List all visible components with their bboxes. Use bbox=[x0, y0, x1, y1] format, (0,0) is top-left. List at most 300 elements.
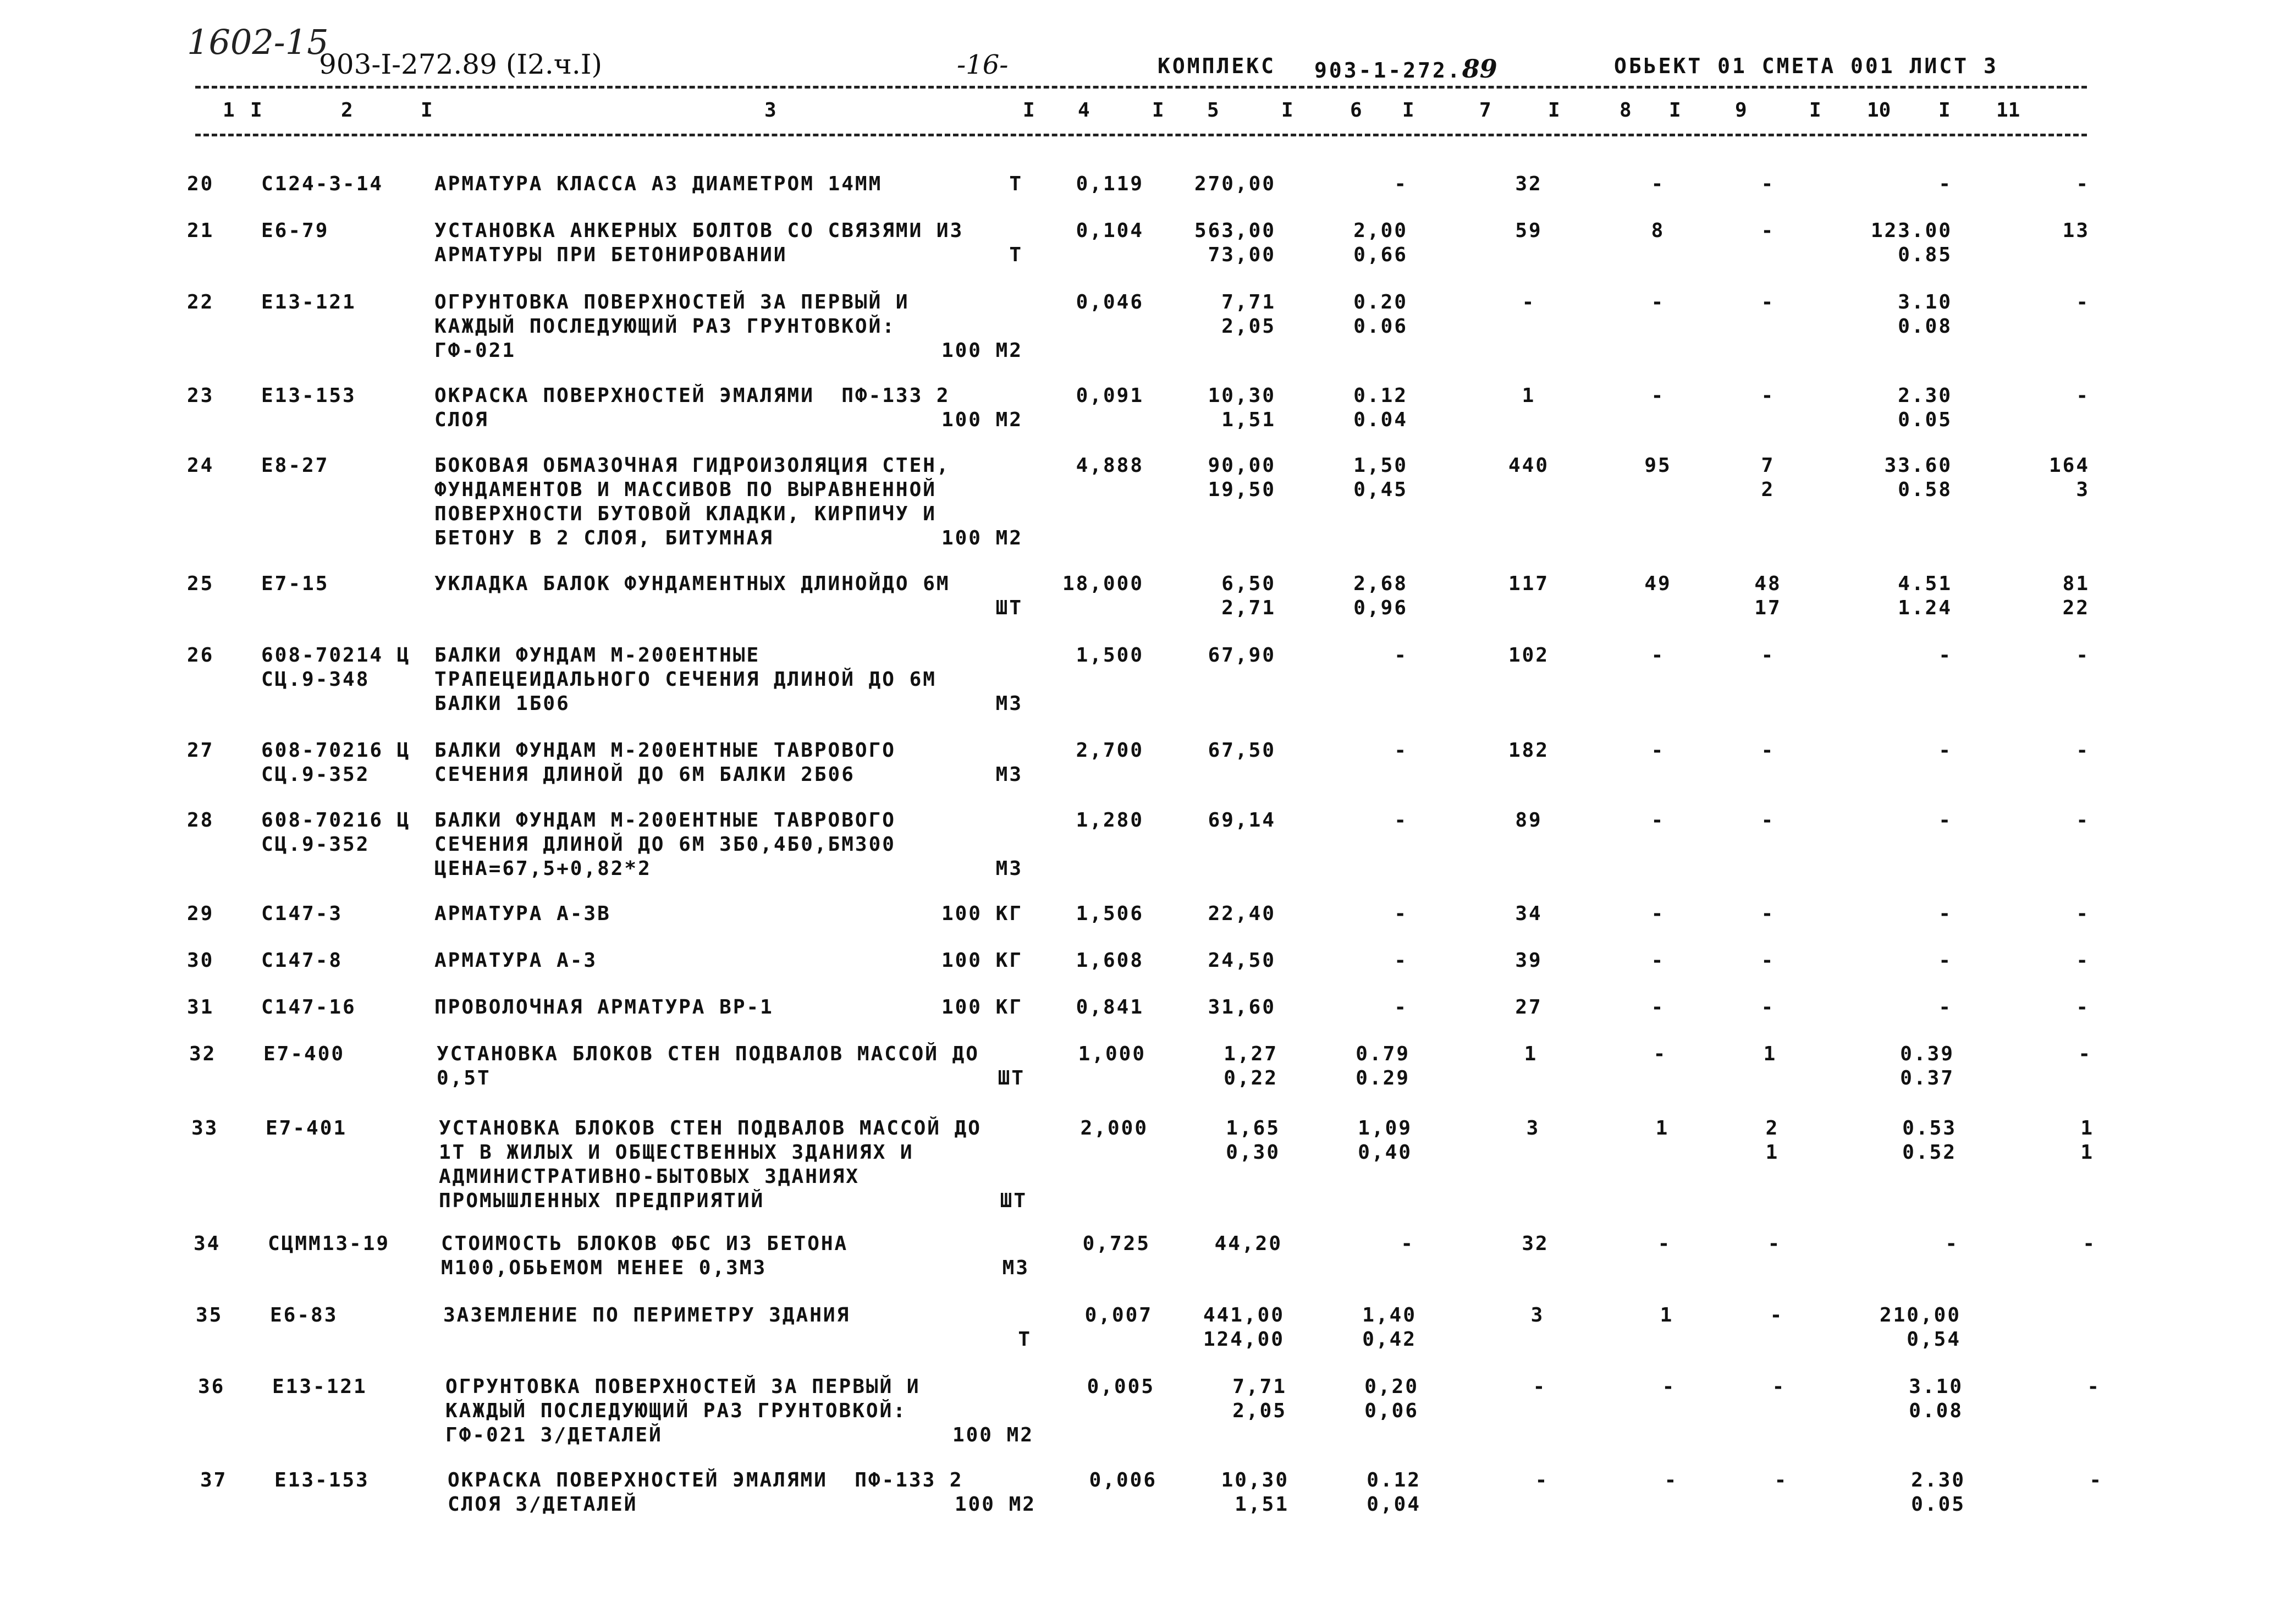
row-col6: 0.06 bbox=[1353, 315, 1408, 338]
row-price: 7,71 bbox=[1232, 1375, 1287, 1398]
column-separator: I bbox=[1938, 99, 1951, 122]
row-col7: - bbox=[1533, 1375, 1547, 1398]
row-col10: 4.51 bbox=[1898, 572, 1952, 595]
row-description: ПОВЕРХНОСТИ БУТОВОЙ КЛАДКИ, КИРПИЧУ И bbox=[434, 503, 937, 525]
column-header-7: 7 bbox=[1479, 99, 1491, 122]
row-unit: Т bbox=[1009, 244, 1023, 266]
row-price: 73,00 bbox=[1208, 244, 1276, 266]
row-col10: 0.85 bbox=[1898, 244, 1952, 266]
row-col9: - bbox=[1774, 1469, 1788, 1491]
row-col7: 89 bbox=[1515, 809, 1543, 832]
row-col9: - bbox=[1761, 384, 1775, 407]
row-col11: 13 bbox=[2062, 219, 2090, 242]
row-code: С147-3 bbox=[261, 902, 343, 925]
row-col11: 22 bbox=[2062, 597, 2090, 619]
row-col10: 0.05 bbox=[1911, 1493, 1965, 1516]
row-col9: 1 bbox=[1765, 1141, 1780, 1164]
row-description: БОКОВАЯ ОБМАЗОЧНАЯ ГИДРОИЗОЛЯЦИЯ СТЕН, bbox=[434, 454, 950, 477]
row-col8: - bbox=[1651, 644, 1665, 667]
row-col8: - bbox=[1651, 809, 1665, 832]
complex-label: КОМПЛЕКС bbox=[1158, 54, 1276, 78]
row-col6: - bbox=[1394, 644, 1408, 667]
table-row bbox=[0, 572, 2286, 619]
row-quantity: 0,119 bbox=[1076, 173, 1144, 195]
row-quantity: 0,725 bbox=[1082, 1232, 1150, 1255]
row-price: 0,30 bbox=[1226, 1141, 1280, 1164]
row-col6: 0.12 bbox=[1367, 1469, 1421, 1491]
row-price: 2,05 bbox=[1232, 1400, 1287, 1422]
row-col6: 0,06 bbox=[1364, 1400, 1419, 1422]
row-col6: 0,45 bbox=[1353, 478, 1408, 501]
row-col6: - bbox=[1394, 996, 1408, 1019]
row-col10: 2.30 bbox=[1898, 384, 1952, 407]
row-code: СЦ.9-352 bbox=[261, 763, 370, 786]
row-description: ОКРАСКА ПОВЕРХНОСТЕЙ ЭМАЛЯМИ ПФ-133 2 bbox=[434, 384, 950, 407]
row-col10: 0.08 bbox=[1909, 1400, 1963, 1422]
row-description: 0,5Т bbox=[437, 1067, 491, 1089]
row-col7: 3 bbox=[1530, 1304, 1545, 1326]
row-quantity: 0,104 bbox=[1076, 219, 1144, 242]
table-row bbox=[0, 1116, 2286, 1212]
header-rule-bottom bbox=[195, 134, 2087, 136]
row-col6: 0.04 bbox=[1353, 409, 1408, 431]
row-code: 608-70216 Ц bbox=[261, 809, 411, 832]
row-description: ФУНДАМЕНТОВ И МАССИВОВ ПО ВЫРАВНЕННОЙ bbox=[434, 478, 937, 501]
row-unit: 100 КГ bbox=[941, 949, 1023, 972]
row-description: ГФ-021 bbox=[434, 339, 516, 362]
row-col8: - bbox=[1651, 173, 1665, 195]
row-col9: - bbox=[1761, 949, 1775, 972]
row-col11: - bbox=[2076, 996, 2090, 1019]
row-price: 6,50 bbox=[1221, 572, 1276, 595]
row-col10: 3.10 bbox=[1909, 1375, 1963, 1398]
row-quantity: 0,046 bbox=[1076, 291, 1144, 313]
row-col11: - bbox=[2076, 173, 2090, 195]
page-number: -16- bbox=[957, 49, 1009, 80]
row-unit: ШТ bbox=[995, 597, 1023, 619]
row-price: 67,50 bbox=[1208, 739, 1276, 762]
row-unit: Т bbox=[1018, 1328, 1032, 1351]
row-code: 608-70216 Ц bbox=[261, 739, 411, 762]
row-col8: - bbox=[1657, 1232, 1672, 1255]
complex-code bbox=[1314, 54, 1497, 84]
column-header-6: 6 bbox=[1350, 99, 1362, 122]
column-header-1: 1 bbox=[223, 99, 235, 122]
row-col10: - bbox=[1938, 644, 1952, 667]
row-description: М100,ОБЬЕМОМ МЕНЕЕ 0,3М3 bbox=[441, 1257, 767, 1279]
row-quantity: 0,005 bbox=[1087, 1375, 1155, 1398]
row-col11: - bbox=[2076, 384, 2090, 407]
row-number: 29 bbox=[187, 902, 214, 925]
row-quantity: 4,888 bbox=[1076, 454, 1144, 477]
column-separator: I bbox=[421, 99, 433, 122]
row-col10: 2.30 bbox=[1911, 1469, 1965, 1491]
row-number: 25 bbox=[187, 572, 214, 595]
row-quantity: 1,280 bbox=[1076, 809, 1144, 832]
row-col7: 1 bbox=[1522, 384, 1536, 407]
row-col7: 440 bbox=[1508, 454, 1550, 477]
row-col10: - bbox=[1938, 809, 1952, 832]
row-col9: - bbox=[1761, 644, 1775, 667]
row-code: Е8-27 bbox=[261, 454, 329, 477]
column-separator: I bbox=[250, 99, 262, 122]
column-separator: I bbox=[1669, 99, 1681, 122]
row-price: 90,00 bbox=[1208, 454, 1276, 477]
row-col10: 0.37 bbox=[1900, 1067, 1954, 1089]
row-col6: 2,68 bbox=[1353, 572, 1408, 595]
row-col11: 164 bbox=[2048, 454, 2090, 477]
row-col6: 0,96 bbox=[1353, 597, 1408, 619]
row-unit: М3 bbox=[995, 857, 1023, 880]
row-price: 2,05 bbox=[1221, 315, 1276, 338]
row-description: УСТАНОВКА БЛОКОВ СТЕН ПОДВАЛОВ МАССОЙ ДО bbox=[439, 1117, 982, 1139]
row-number: 31 bbox=[187, 996, 214, 1019]
document-code: 903-I-272.89 (I2.ч.I) bbox=[319, 48, 602, 80]
row-price: 0,22 bbox=[1224, 1067, 1278, 1089]
row-quantity: 0,091 bbox=[1076, 384, 1144, 407]
row-unit: 100 М2 bbox=[941, 339, 1023, 362]
row-unit: ШТ bbox=[1000, 1190, 1027, 1212]
row-quantity: 1,500 bbox=[1076, 644, 1144, 667]
row-unit: 100 М2 bbox=[941, 527, 1023, 549]
row-description: АРМАТУРА А-3В bbox=[434, 902, 611, 925]
row-col8: - bbox=[1664, 1469, 1678, 1491]
row-price: 44,20 bbox=[1214, 1232, 1282, 1255]
column-header-10: 10 bbox=[1867, 99, 1891, 122]
row-col8: - bbox=[1651, 902, 1665, 925]
row-col9: 2 bbox=[1761, 478, 1775, 501]
row-number: 36 bbox=[198, 1375, 225, 1398]
row-col9: - bbox=[1761, 996, 1775, 1019]
row-col10: 33.60 bbox=[1884, 454, 1952, 477]
row-description: АРМАТУРА А-3 bbox=[434, 949, 598, 972]
row-code: СЦММ13-19 bbox=[268, 1232, 390, 1255]
row-description: КАЖДЫЙ ПОСЛЕДУЮЩИЙ РАЗ ГРУНТОВКОЙ: bbox=[434, 315, 896, 338]
row-price: 2,71 bbox=[1221, 597, 1276, 619]
row-col6: - bbox=[1394, 902, 1408, 925]
row-col10: 0.08 bbox=[1898, 315, 1952, 338]
row-col9: 17 bbox=[1754, 597, 1782, 619]
row-col6: 0,42 bbox=[1362, 1328, 1417, 1351]
row-quantity: 1,506 bbox=[1076, 902, 1144, 925]
row-code: Е13-121 bbox=[272, 1375, 367, 1398]
row-col6: 0.12 bbox=[1353, 384, 1408, 407]
row-price: 563,00 bbox=[1194, 219, 1276, 242]
row-col9: - bbox=[1761, 739, 1775, 762]
row-unit: 100 КГ bbox=[941, 996, 1023, 1019]
row-description: АДМИНИСТРАТИВНО-БЫТОВЫХ ЗДАНИЯХ bbox=[439, 1165, 860, 1188]
row-col11: - bbox=[2089, 1469, 2103, 1491]
table-row bbox=[0, 808, 2286, 880]
table-row bbox=[0, 1232, 2286, 1279]
row-price: 124,00 bbox=[1203, 1328, 1285, 1351]
column-separator: I bbox=[1281, 99, 1293, 122]
row-unit: 100 КГ bbox=[941, 902, 1023, 925]
row-col9: - bbox=[1770, 1304, 1784, 1326]
row-col7: 102 bbox=[1508, 644, 1550, 667]
row-col8: 1 bbox=[1655, 1117, 1670, 1139]
row-col11: - bbox=[2076, 739, 2090, 762]
row-number: 20 bbox=[187, 173, 214, 195]
row-code: СЦ.9-348 bbox=[261, 668, 370, 691]
row-unit: 100 М2 bbox=[954, 1493, 1036, 1516]
table-row bbox=[0, 739, 2286, 786]
row-col11: 1 bbox=[2080, 1141, 2094, 1164]
row-code: 608-70214 Ц bbox=[261, 644, 411, 667]
row-price: 19,50 bbox=[1208, 478, 1276, 501]
row-col10: - bbox=[1938, 996, 1952, 1019]
row-col8: - bbox=[1662, 1375, 1676, 1398]
row-description: СЛОЯ bbox=[434, 409, 489, 431]
row-col9: 48 bbox=[1754, 572, 1782, 595]
column-header-11: 11 bbox=[1996, 99, 2020, 122]
row-unit: М3 bbox=[1002, 1257, 1029, 1279]
row-col8: 8 bbox=[1651, 219, 1665, 242]
row-col10: 123.00 bbox=[1870, 219, 1952, 242]
row-col11: 3 bbox=[2076, 478, 2090, 501]
column-header-3: 3 bbox=[764, 99, 776, 122]
row-col9: - bbox=[1772, 1375, 1786, 1398]
row-price: 1,65 bbox=[1226, 1117, 1280, 1139]
table-row bbox=[0, 995, 2286, 1019]
row-col9: - bbox=[1761, 173, 1775, 195]
row-unit: М3 bbox=[995, 692, 1023, 715]
row-number: 26 bbox=[187, 644, 214, 667]
row-price: 22,40 bbox=[1208, 902, 1276, 925]
complex-code-text: 903-1-272. bbox=[1314, 58, 1462, 82]
table-row bbox=[0, 902, 2286, 925]
row-unit: Т bbox=[1009, 173, 1023, 195]
row-unit: М3 bbox=[995, 763, 1023, 786]
row-code: Е6-79 bbox=[261, 219, 329, 242]
row-col8: - bbox=[1653, 1043, 1667, 1065]
row-code: Е7-15 bbox=[261, 572, 329, 595]
row-col6: 2,00 bbox=[1353, 219, 1408, 242]
row-description: УСТАНОВКА БЛОКОВ СТЕН ПОДВАЛОВ МАССОЙ ДО bbox=[437, 1043, 979, 1065]
row-col9: 2 bbox=[1765, 1117, 1780, 1139]
row-col8: - bbox=[1651, 384, 1665, 407]
row-price: 10,30 bbox=[1208, 384, 1276, 407]
row-description: СТОИМОСТЬ БЛОКОВ ФБС ИЗ БЕТОНА bbox=[441, 1232, 849, 1255]
row-col6: 0,04 bbox=[1367, 1493, 1421, 1516]
row-col6: 0.79 bbox=[1356, 1043, 1410, 1065]
row-col10: 0.05 bbox=[1898, 409, 1952, 431]
row-code: Е6-83 bbox=[270, 1304, 338, 1326]
row-price: 1,51 bbox=[1235, 1493, 1289, 1516]
row-col9: 7 bbox=[1761, 454, 1775, 477]
row-col6: 0.20 bbox=[1353, 291, 1408, 313]
header-rule-top bbox=[195, 86, 2087, 89]
row-code: СЦ.9-352 bbox=[261, 833, 370, 856]
row-description: ПРОВОЛОЧНАЯ АРМАТУРА ВР-1 bbox=[434, 996, 774, 1019]
row-col10: 0.39 bbox=[1900, 1043, 1954, 1065]
row-quantity: 1,608 bbox=[1076, 949, 1144, 972]
row-col7: 117 bbox=[1508, 572, 1550, 595]
row-col10: 0.53 bbox=[1902, 1117, 1957, 1139]
row-price: 67,90 bbox=[1208, 644, 1276, 667]
row-col10: 3.10 bbox=[1898, 291, 1952, 313]
row-price: 69,14 bbox=[1208, 809, 1276, 832]
row-col6: - bbox=[1394, 949, 1408, 972]
row-col6: - bbox=[1394, 739, 1408, 762]
row-col10: 0.52 bbox=[1902, 1141, 1957, 1164]
row-col11: - bbox=[2076, 949, 2090, 972]
row-quantity: 1,000 bbox=[1078, 1043, 1146, 1065]
column-header-9: 9 bbox=[1735, 99, 1747, 122]
row-col7: - bbox=[1535, 1469, 1549, 1491]
row-price: 1,27 bbox=[1224, 1043, 1278, 1065]
row-col10: - bbox=[1938, 949, 1952, 972]
table-row bbox=[0, 172, 2286, 195]
row-description: БАЛКИ ФУНДАМ М-200ЕНТНЫЕ bbox=[434, 644, 761, 667]
row-unit: 100 М2 bbox=[941, 409, 1023, 431]
row-col10: - bbox=[1938, 173, 1952, 195]
row-col9: - bbox=[1767, 1232, 1782, 1255]
row-col8: - bbox=[1651, 291, 1665, 313]
row-description: ПРОМЫШЛЕННЫХ ПРЕДПРИЯТИЙ bbox=[439, 1190, 765, 1212]
row-quantity: 2,700 bbox=[1076, 739, 1144, 762]
row-description: БАЛКИ ФУНДАМ М-200ЕНТНЫЕ ТАВРОВОГО bbox=[434, 809, 896, 832]
row-col7: - bbox=[1522, 291, 1536, 313]
row-description: АРМАТУРА КЛАССА А3 ДИАМЕТРОМ 14ММ bbox=[434, 173, 883, 195]
row-number: 32 bbox=[189, 1043, 217, 1065]
row-description: 1Т В ЖИЛЫХ И ОБЩЕСТВЕННЫХ ЗДАНИЯХ И bbox=[439, 1141, 914, 1164]
table-row bbox=[0, 949, 2286, 972]
row-description: АРМАТУРЫ ПРИ БЕТОНИРОВАНИИ bbox=[434, 244, 787, 266]
row-col7: 182 bbox=[1508, 739, 1550, 762]
object-info: ОБЬЕКТ 01 СМЕТА 001 ЛИСТ 3 bbox=[1614, 54, 1998, 78]
row-col6: 0.29 bbox=[1356, 1067, 1410, 1089]
row-description: БАЛКИ 1Б06 bbox=[434, 692, 570, 715]
row-col9: - bbox=[1761, 219, 1775, 242]
row-col10: 0,54 bbox=[1907, 1328, 1961, 1351]
row-code: Е13-153 bbox=[274, 1469, 370, 1491]
row-description: ЦЕНА=67,5+0,82*2 bbox=[434, 857, 652, 880]
row-price: 441,00 bbox=[1203, 1304, 1285, 1326]
column-separator: I bbox=[1023, 99, 1035, 122]
column-header-8: 8 bbox=[1620, 99, 1632, 122]
row-col11: - bbox=[2076, 809, 2090, 832]
row-description: СЕЧЕНИЯ ДЛИНОЙ ДО 6М 3Б0,4Б0,БМ300 bbox=[434, 833, 896, 856]
row-col10: 1.24 bbox=[1898, 597, 1952, 619]
row-description: УСТАНОВКА АНКЕРНЫХ БОЛТОВ СО СВЯЗЯМИ ИЗ bbox=[434, 219, 964, 242]
row-col10: 0.58 bbox=[1898, 478, 1952, 501]
row-number: 21 bbox=[187, 219, 214, 242]
row-col7: 34 bbox=[1515, 902, 1543, 925]
row-number: 22 bbox=[187, 291, 214, 313]
row-unit: 100 М2 bbox=[952, 1424, 1034, 1446]
handwritten-reference: 1602-15 bbox=[187, 22, 329, 62]
row-description: БЕТОНУ В 2 СЛОЯ, БИТУМНАЯ bbox=[434, 527, 774, 549]
row-quantity: 18,000 bbox=[1062, 572, 1144, 595]
table-row bbox=[0, 454, 2286, 549]
row-number: 33 bbox=[191, 1117, 219, 1139]
row-price: 7,71 bbox=[1221, 291, 1276, 313]
table-row bbox=[0, 1468, 2286, 1516]
row-col8: 95 bbox=[1644, 454, 1672, 477]
row-col11: - bbox=[2076, 902, 2090, 925]
row-col6: 1,40 bbox=[1362, 1304, 1417, 1326]
column-header-4: 4 bbox=[1078, 99, 1090, 122]
row-description: ТРАПЕЦЕИДАЛЬНОГО СЕЧЕНИЯ ДЛИНОЙ ДО 6М bbox=[434, 668, 937, 691]
row-number: 27 bbox=[187, 739, 214, 762]
row-col9: - bbox=[1761, 291, 1775, 313]
row-col11: - bbox=[2087, 1375, 2101, 1398]
row-code: С147-8 bbox=[261, 949, 343, 972]
column-separator: I bbox=[1402, 99, 1414, 122]
table-row bbox=[0, 1375, 2286, 1446]
table-row bbox=[0, 219, 2286, 266]
row-description: ОКРАСКА ПОВЕРХНОСТЕЙ ЭМАЛЯМИ ПФ-133 2 bbox=[448, 1469, 963, 1491]
row-col11: - bbox=[2076, 644, 2090, 667]
table-row bbox=[0, 290, 2286, 362]
row-col9: 1 bbox=[1763, 1043, 1777, 1065]
row-code: Е7-401 bbox=[266, 1117, 348, 1139]
column-header-5: 5 bbox=[1207, 99, 1219, 122]
row-col7: 1 bbox=[1524, 1043, 1538, 1065]
row-col11: - bbox=[2078, 1043, 2092, 1065]
row-number: 24 bbox=[187, 454, 214, 477]
row-description: ОГРУНТОВКА ПОВЕРХНОСТЕЙ ЗА ПЕРВЫЙ И bbox=[445, 1375, 921, 1398]
row-number: 37 bbox=[200, 1469, 228, 1491]
row-col9: - bbox=[1761, 902, 1775, 925]
column-separator: I bbox=[1548, 99, 1560, 122]
column-header-2: 2 bbox=[341, 99, 353, 122]
row-col6: - bbox=[1394, 809, 1408, 832]
row-col8: - bbox=[1651, 996, 1665, 1019]
row-code: Е13-153 bbox=[261, 384, 356, 407]
column-separator: I bbox=[1152, 99, 1164, 122]
table-row bbox=[0, 1042, 2286, 1089]
row-col6: 0,40 bbox=[1358, 1141, 1412, 1164]
row-code: С124-3-14 bbox=[261, 173, 384, 195]
row-col6: 0,66 bbox=[1353, 244, 1408, 266]
row-code: Е7-400 bbox=[263, 1043, 345, 1065]
row-code: Е13-121 bbox=[261, 291, 356, 313]
row-col6: 1,50 bbox=[1353, 454, 1408, 477]
row-col8: - bbox=[1651, 739, 1665, 762]
row-description: ОГРУНТОВКА ПОВЕРХНОСТЕЙ ЗА ПЕРВЫЙ И bbox=[434, 291, 910, 313]
row-col8: - bbox=[1651, 949, 1665, 972]
row-col11: 81 bbox=[2062, 572, 2090, 595]
row-col10: - bbox=[1945, 1232, 1959, 1255]
row-number: 28 bbox=[187, 809, 214, 832]
row-description: КАЖДЫЙ ПОСЛЕДУЮЩИЙ РАЗ ГРУНТОВКОЙ: bbox=[445, 1400, 907, 1422]
row-unit: ШТ bbox=[998, 1067, 1025, 1089]
row-quantity: 0,006 bbox=[1089, 1469, 1157, 1491]
row-col7: 3 bbox=[1526, 1117, 1540, 1139]
row-col11: 1 bbox=[2080, 1117, 2094, 1139]
row-description: ГФ-021 З/ДЕТАЛЕЙ bbox=[445, 1424, 663, 1446]
complex-code-handwritten: 89 bbox=[1462, 54, 1497, 84]
row-quantity: 0,841 bbox=[1076, 996, 1144, 1019]
row-col7: 32 bbox=[1515, 173, 1543, 195]
row-price: 31,60 bbox=[1208, 996, 1276, 1019]
row-price: 1,51 bbox=[1221, 409, 1276, 431]
row-col11: - bbox=[2083, 1232, 2096, 1255]
row-number: 23 bbox=[187, 384, 214, 407]
row-col10: - bbox=[1938, 739, 1952, 762]
row-code: С147-16 bbox=[261, 996, 356, 1019]
table-row bbox=[0, 384, 2286, 431]
column-separator: I bbox=[1809, 99, 1821, 122]
row-col10: 210,00 bbox=[1879, 1304, 1961, 1326]
row-col7: 59 bbox=[1515, 219, 1543, 242]
row-description: БАЛКИ ФУНДАМ М-200ЕНТНЫЕ ТАВРОВОГО bbox=[434, 739, 896, 762]
row-price: 270,00 bbox=[1194, 173, 1276, 195]
row-col11: - bbox=[2076, 291, 2090, 313]
row-quantity: 0,007 bbox=[1084, 1304, 1153, 1326]
